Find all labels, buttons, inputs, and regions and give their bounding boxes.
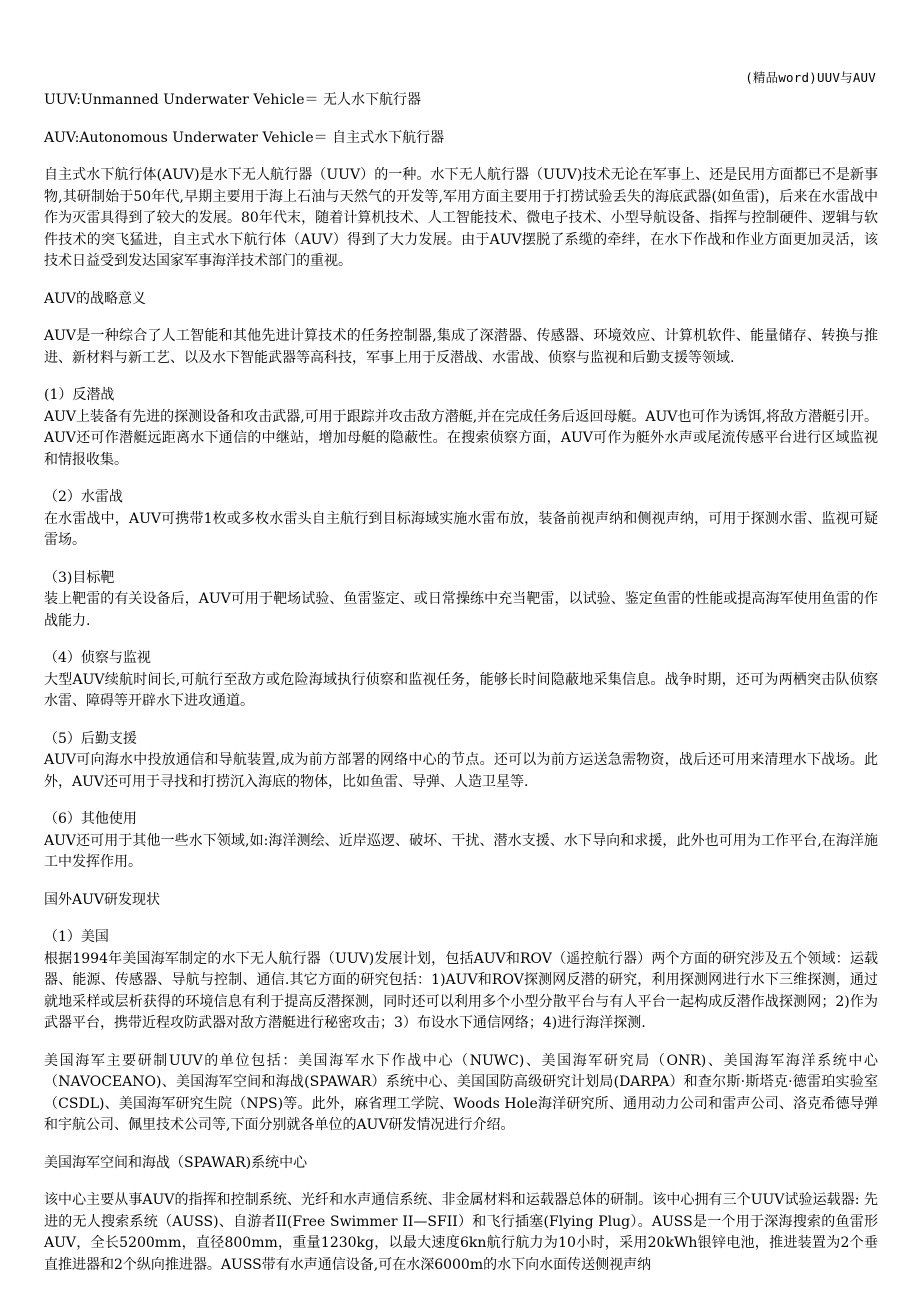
paragraph-spawar: 该中心主要从事AUV的指挥和控制系统、光纤和水声通信系统、非金属材料和运载器总体的研制。该中心拥有三个UUV试验运载器: 先进的无人搜索系统（AUSS)、自游者II(Free Swimmer II—SFII）和飞行插塞(Flying Plug）。AUSS是一个用于深海搜索的鱼雷形AUV，全长5200mm，直径800mm，重量1230kg，以最大速度6kn航行航力为10小时，采用20kWh银锌电池，推进装置为2个垂直推进器和2个纵向推进器。AUSS带有水声通信设备,可在水深6000m的水下向水面传送侧视声纳 xyxy=(44,1192,878,1273)
paragraph-logistics: AUV可向海水中投放通信和导航装置,成为前方部署的网络中心的节点。还可以为前方运送急需物资，战后还可用来清理水下战场。此外，AUV还可用于寻找和打捞沉入海底的物体，比如鱼雷、导弹、人造卫星等. xyxy=(44,752,878,790)
intro-paragraph: 自主式水下航行体(AUV)是水下无人航行器（UUV）的一种。水下无人航行器（UUV)技术无论在军事上、还是民用方面都已不是新事物,其研制始于50年代,早期主要用于海上石油与天然气的开发等,军用方面主要用于打捞试验丢失的海底武器(如鱼雷)，后来在水雷战中作为灭雷具得到了较大的发展。80年代末，随着计算机技术、人工智能技术、微电子技术、小型导航设备、指挥与控制硬件、逻辑与软件技术的突飞猛进，自主式水下航行体（AUV）得到了大力发展。由于AUV摆脱了系缆的牵绊，在水下作战和作业方面更加灵活，该技术日益受到发达国家军事海洋技术部门的重视。 xyxy=(44,167,878,269)
section-heading-abroad: 国外AUV研发现状 xyxy=(44,891,161,908)
subheading-reconnaissance: （4）侦察与监视 xyxy=(44,650,151,666)
paragraph-usa-plan: 根据1994年美国海军制定的水下无人航行器（UUV)发展计划，包括AUV和ROV（遥控航行器）两个方面的研究涉及五个领域：运载器、能源、传感器、导航与控制、通信.其它方面的研究包括：1)AUV和ROV探测网反潜的研究，利用探测网进行水下三维探测，通过就地采样或层析获得的环境信息有利于提高反潜探测，同时还可以利用多个小型分散平台与有人平台一起构成反潜作战探测网；2)作为武器平台，携带近程攻防武器对敌方潜艇进行秘密攻击；3）布设水下通信网络；4)进行海洋探测. xyxy=(44,950,878,1031)
paragraph-other-uses: AUV还可用于其他一些水下领域,如:海洋测绘、近岸巡逻、破坏、干扰、潜水支援、水下导向和求援，此外也可用为工作平台,在海洋施工中发挥作用。 xyxy=(44,832,878,870)
paragraph-reconnaissance: 大型AUV续航时间长,可航行至敌方或危险海域执行侦察和监视任务，能够长时间隐蔽地采集信息。战争时期，还可为两栖突击队侦察水雷、障碍等开辟水下进攻通道。 xyxy=(44,671,878,709)
subheading-target: （3)目标靶 xyxy=(44,569,115,586)
subheading-other-uses: （6）其他使用 xyxy=(44,811,137,827)
subheading-mine-warfare: （2）水雷战 xyxy=(44,489,123,505)
definition-auv: AUV:Autonomous Underwater Vehicle＝ 自主式水下航行器 xyxy=(44,129,445,146)
page-header-title: (精品word)UUV与AUV xyxy=(745,70,876,85)
subheading-logistics: （5）后勤支援 xyxy=(44,730,137,747)
section-heading-strategic: AUV的战略意义 xyxy=(44,290,147,307)
paragraph-mine-warfare: 在水雷战中，AUV可携带1枚或多枚水雷头自主航行到目标海域实施水雷布放，装备前视声纳和侧视声纳，可用于探测水雷、监视可疑雷场。 xyxy=(44,510,878,548)
paragraph-target: 装上靶雷的有关设备后，AUV可用于靶场试验、鱼雷鉴定、或日常操练中充当靶雷，以试验、鉴定鱼雷的性能或提高海军使用鱼雷的作战能力. xyxy=(44,591,878,629)
section-heading-spawar: 美国海军空间和海战（SPAWAR)系统中心 xyxy=(44,1154,308,1171)
paragraph-anti-submarine: AUV上装备有先进的探测设备和攻击武器,可用于跟踪并攻击敌方潜艇,并在完成任务后返回母艇。AUV也可作为诱饵,将敌方潜艇引开。AUV还可作潜艇远距离水下通信的中继站，增加母艇的隐蔽性。在搜索侦察方面，AUV可作为艇外水声或尾流传感平台进行区域监视和情报收集。 xyxy=(44,408,878,468)
document-body xyxy=(44,90,878,1276)
paragraph-usa-units: 美国海军主要研制UUV的单位包括：美国海军水下作战中心（NUWC)、美国海军研究局（ONR)、美国海军海洋系统中心（NAVOCEANO)、美国海军空间和海战(SPAWAR）系统中心、美国国防高级研究计划局(DARPA）和查尔斯·斯塔克·德雷珀实验室（CSDL)、美国海军研究生院（NPS)等。此外，麻省理工学院、Woods Hole海洋研究所、通用动力公司和雷声公司、洛克希德导弹和宇航公司、佩里技术公司等,下面分别就各单位的AUV研发情况进行介绍。 xyxy=(44,1052,878,1133)
definition-uuv: UUV:Unmanned Underwater Vehicle＝ 无人水下航行器 xyxy=(44,92,421,108)
subheading-usa: （1）美国 xyxy=(44,929,109,945)
subheading-anti-submarine: (1）反潜战 xyxy=(44,387,115,403)
paragraph-strategic: AUV是一种综合了人工智能和其他先进计算技术的任务控制器,集成了深潜器、传感器、环境效应、计算机软件、能量储存、转换与推进、新材料与新工艺、以及水下智能武器等高科技，军事上用于反潜战、水雷战、侦察与监视和后勤支援等领域. xyxy=(44,328,878,366)
